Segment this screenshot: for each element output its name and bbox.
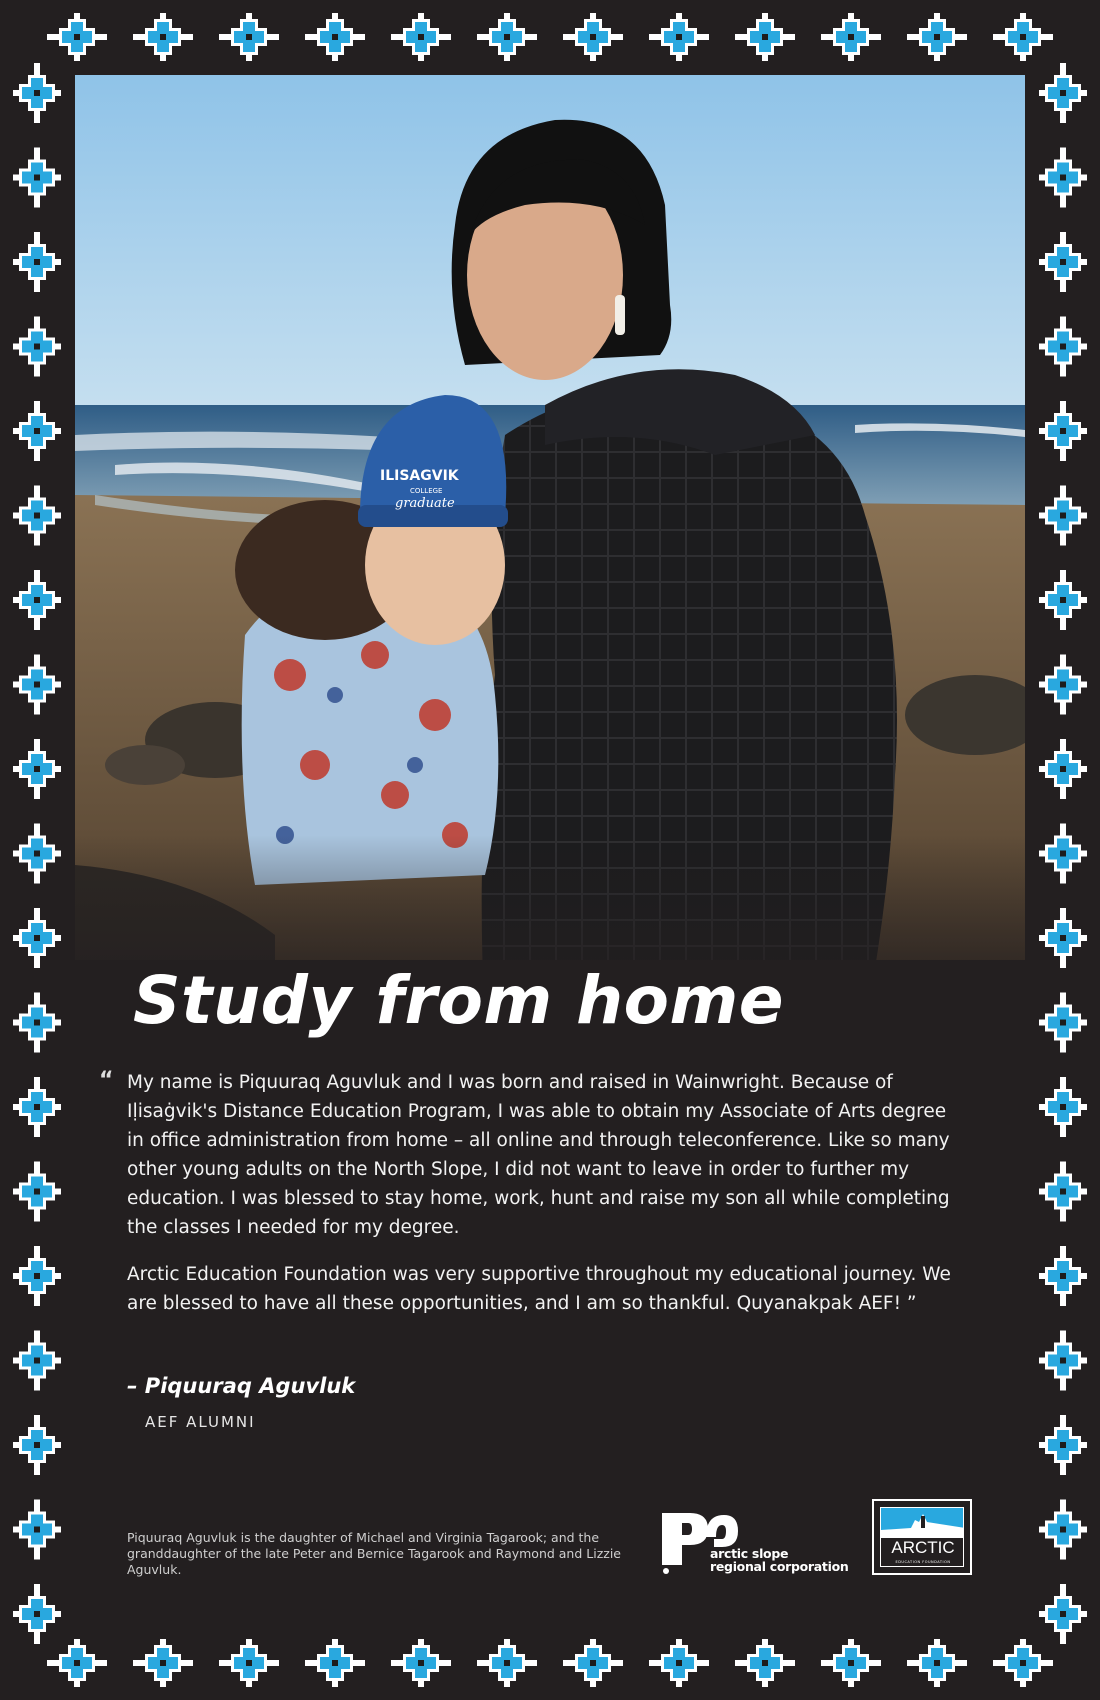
border-star-motif (1039, 401, 1087, 461)
border-star-motif (133, 1639, 193, 1687)
aef-logo-sub: EDUCATION FOUNDATION (895, 1560, 951, 1564)
border-star-motif (649, 13, 709, 61)
border-star-motif (13, 655, 61, 715)
border-star-motif (13, 486, 61, 546)
asrc-line1: arctic slope (710, 1546, 789, 1561)
asrc-line2: regional corporation (710, 1559, 849, 1574)
border-star-motif (821, 1639, 881, 1687)
border-star-motif (13, 1584, 61, 1644)
border-star-motif (391, 13, 451, 61)
border-star-motif (13, 1415, 61, 1475)
border-star-motif (13, 824, 61, 884)
border-star-motif (563, 13, 623, 61)
aef-logo (872, 1499, 972, 1575)
border-star-motif (13, 401, 61, 461)
border-star-motif (47, 13, 107, 61)
aef-logo-mark (881, 1508, 964, 1538)
border-star-motif (735, 13, 795, 61)
border-star-motif (993, 1639, 1053, 1687)
border-star-motif (1039, 148, 1087, 208)
border-star-motif (1039, 1500, 1087, 1560)
border-star-motif (13, 317, 61, 377)
border-star-motif (1039, 908, 1087, 968)
border-star-motif (1039, 1077, 1087, 1137)
border-star-motif (219, 13, 279, 61)
attribution: – Piquuraq Aguvluk (127, 1374, 356, 1398)
border-star-motif (13, 1500, 61, 1560)
asrc-logo-text (710, 1547, 848, 1573)
border-star-motif (821, 13, 881, 61)
border-star-motif (13, 232, 61, 292)
border-star-motif (735, 1639, 795, 1687)
testimonial-quote (99, 1068, 967, 1336)
border-star-motif (13, 739, 61, 799)
border-star-motif (1039, 1331, 1087, 1391)
border-star-motif (1039, 1246, 1087, 1306)
aef-logo-word: ARCTIC (891, 1538, 955, 1557)
border-star-motif (1039, 63, 1087, 123)
border-star-motif (13, 1331, 61, 1391)
border-star-motif (1039, 570, 1087, 630)
portrait-photo (75, 75, 1025, 1025)
hat-text-college: COLLEGE (410, 487, 443, 495)
quote-paragraph: Arctic Education Foundation was very supportive throughout my educational journey. We are blessed to have all these opportunities, and I am so thankful. Quyanakpak AEF! ” (127, 1264, 951, 1314)
border-star-motif (13, 1162, 61, 1222)
border-star-motif (1039, 232, 1087, 292)
border-star-motif (47, 1639, 107, 1687)
border-star-motif (1039, 1162, 1087, 1222)
headline: Study from home (133, 962, 785, 1039)
hat-text: ILISAGVIK (380, 468, 459, 484)
quote-paragraph: My name is Piquuraq Aguvluk and I was born and raised in Wainwright. Because of Iḷisaġvik's Distance Education Program, I was able to obtain my Associate of Arts degree in office administration from home – all online and through teleconference. Like so many other young adults on the North Slope, I did not want to leave in order to further my education. I was blessed to stay home, work, hunt and raise my son all while completing the classes I needed for my degree. (127, 1072, 950, 1238)
border-star-motif (1039, 993, 1087, 1053)
border-star-motif (477, 1639, 537, 1687)
open-quote-mark: “ (99, 1068, 114, 1093)
border-star-motif (1039, 739, 1087, 799)
border-star-motif (13, 908, 61, 968)
border-star-motif (13, 148, 61, 208)
border-star-motif (563, 1639, 623, 1687)
border-star-motif (13, 993, 61, 1053)
border-star-motif (907, 13, 967, 61)
border-star-motif (907, 1639, 967, 1687)
border-star-motif (1039, 317, 1087, 377)
border-star-motif (219, 1639, 279, 1687)
border-star-motif (305, 13, 365, 61)
border-star-motif (133, 13, 193, 61)
border-star-motif (1039, 655, 1087, 715)
border-star-motif (1039, 1415, 1087, 1475)
border-star-motif (13, 1077, 61, 1137)
footnote: Piquuraq Aguvluk is the daughter of Michael and Virginia Tagarook; and the granddaughter of the late Peter and Bernice Tagarook and Raymond and Lizzie Aguvluk. (127, 1530, 621, 1577)
hat-text-graduate: graduate (395, 496, 455, 511)
border-star-motif (477, 13, 537, 61)
border-star-motif (1039, 486, 1087, 546)
border-star-motif (13, 570, 61, 630)
border-star-motif (13, 63, 61, 123)
border-star-motif (13, 1246, 61, 1306)
border-star-motif (305, 1639, 365, 1687)
border-star-motif (1039, 824, 1087, 884)
border-star-motif (391, 1639, 451, 1687)
border-star-motif (1039, 1584, 1087, 1644)
border-star-motif (649, 1639, 709, 1687)
border-star-motif (993, 13, 1053, 61)
attribution-role: AEF ALUMNI (145, 1413, 256, 1431)
